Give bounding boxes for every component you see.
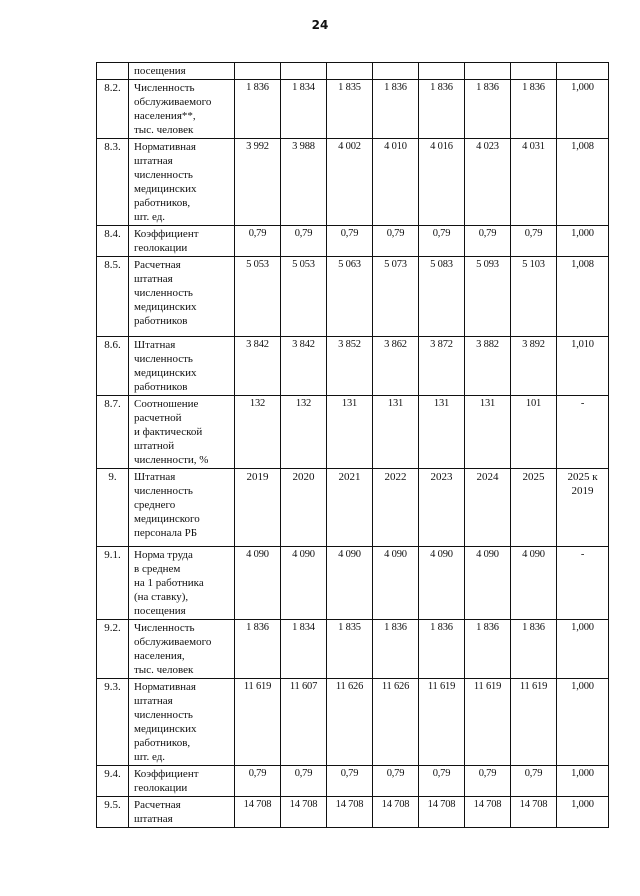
value-cell: 5 093 (465, 257, 511, 337)
value-cell: 0,79 (281, 766, 327, 797)
value-cell: 0,79 (373, 766, 419, 797)
value-cell: 0,79 (327, 766, 373, 797)
value-cell: 0,79 (465, 226, 511, 257)
value-cell (465, 63, 511, 80)
value-cell: 3 882 (465, 337, 511, 396)
table-row (97, 620, 609, 679)
page-number: 24 (311, 18, 329, 32)
value-cell (373, 63, 419, 80)
table-row (97, 797, 609, 828)
value-cell: - (557, 396, 609, 469)
table-row (97, 766, 609, 797)
value-cell: 11 626 (327, 679, 373, 766)
value-cell: 1,000 (557, 620, 609, 679)
value-cell: 14 708 (281, 797, 327, 828)
value-cell: 0,79 (235, 226, 281, 257)
value-cell: 4 090 (511, 547, 557, 620)
year-header-cell: 2020 (281, 469, 327, 547)
indicator-name-cell: Соотношение расчетной и фактической штатной численности, % (129, 396, 235, 469)
value-cell: 5 053 (281, 257, 327, 337)
value-cell: 0,79 (235, 766, 281, 797)
value-cell: 1 836 (373, 620, 419, 679)
value-cell: 14 708 (511, 797, 557, 828)
value-cell: 11 619 (419, 679, 465, 766)
value-cell: 1 835 (327, 620, 373, 679)
value-cell: 1 836 (511, 80, 557, 139)
table-row (97, 337, 609, 396)
value-cell: 1,010 (557, 337, 609, 396)
data-table (96, 62, 609, 828)
table-row (97, 257, 609, 337)
row-number-cell: 8.4. (97, 226, 129, 257)
row-number-cell: 9.2. (97, 620, 129, 679)
row-number-cell (97, 63, 129, 80)
value-cell: 1,000 (557, 766, 609, 797)
value-cell: 0,79 (465, 766, 511, 797)
value-cell: 14 708 (465, 797, 511, 828)
row-number-cell: 9.3. (97, 679, 129, 766)
table-row (97, 469, 609, 547)
value-cell: 3 862 (373, 337, 419, 396)
value-cell: 1 836 (465, 80, 511, 139)
value-cell: 0,79 (419, 766, 465, 797)
value-cell: 3 992 (235, 139, 281, 226)
table-row (97, 80, 609, 139)
value-cell: 5 073 (373, 257, 419, 337)
value-cell: 1 835 (327, 80, 373, 139)
indicator-name-cell: Штатная численность среднего медицинского персонала РБ (129, 469, 235, 547)
table-body (97, 63, 609, 828)
indicator-name-cell: Штатная численность медицинских работников (129, 337, 235, 396)
value-cell: 3 892 (511, 337, 557, 396)
year-header-cell: 2024 (465, 469, 511, 547)
indicator-name-cell: Коэффициент геолокации (129, 766, 235, 797)
year-header-cell: 2023 (419, 469, 465, 547)
row-number-cell: 8.3. (97, 139, 129, 226)
table-row (97, 226, 609, 257)
value-cell: 3 872 (419, 337, 465, 396)
value-cell: 0,79 (327, 226, 373, 257)
value-cell: 5 083 (419, 257, 465, 337)
value-cell: 14 708 (327, 797, 373, 828)
table-row (97, 139, 609, 226)
value-cell: 11 619 (511, 679, 557, 766)
value-cell: 11 619 (235, 679, 281, 766)
year-header-cell: 2025 (511, 469, 557, 547)
value-cell: 0,79 (281, 226, 327, 257)
value-cell: 5 053 (235, 257, 281, 337)
value-cell: 14 708 (373, 797, 419, 828)
value-cell: 3 842 (281, 337, 327, 396)
value-cell: 3 852 (327, 337, 373, 396)
value-cell (557, 63, 609, 80)
value-cell: 1,000 (557, 226, 609, 257)
row-number-cell: 9.1. (97, 547, 129, 620)
row-number-cell: 8.6. (97, 337, 129, 396)
value-cell: 1 836 (373, 80, 419, 139)
value-cell: 131 (419, 396, 465, 469)
value-cell: 11 626 (373, 679, 419, 766)
year-header-cell: 2025 к 2019 (557, 469, 609, 547)
value-cell: 131 (373, 396, 419, 469)
row-number-cell: 8.7. (97, 396, 129, 469)
value-cell: 5 103 (511, 257, 557, 337)
indicator-name-cell: Численность обслуживаемого населения, тыс. человек (129, 620, 235, 679)
value-cell: 4 031 (511, 139, 557, 226)
indicator-name-cell: Расчетная штатная численность медицинских работников (129, 257, 235, 337)
indicator-name-cell: посещения (129, 63, 235, 80)
value-cell: 1 836 (235, 80, 281, 139)
year-header-cell: 2022 (373, 469, 419, 547)
value-cell (327, 63, 373, 80)
row-number-cell: 9.5. (97, 797, 129, 828)
row-number-cell: 8.5. (97, 257, 129, 337)
value-cell: 131 (327, 396, 373, 469)
value-cell: 1,008 (557, 257, 609, 337)
value-cell: 11 619 (465, 679, 511, 766)
value-cell: 4 090 (327, 547, 373, 620)
table-row (97, 679, 609, 766)
year-header-cell: 2021 (327, 469, 373, 547)
value-cell: 4 090 (235, 547, 281, 620)
value-cell: 4 090 (419, 547, 465, 620)
value-cell: 4 002 (327, 139, 373, 226)
value-cell: 4 090 (373, 547, 419, 620)
value-cell: 1,008 (557, 139, 609, 226)
value-cell: 1,000 (557, 679, 609, 766)
value-cell: 11 607 (281, 679, 327, 766)
value-cell: 1 836 (465, 620, 511, 679)
value-cell (281, 63, 327, 80)
value-cell: 1 836 (419, 80, 465, 139)
value-cell: 132 (281, 396, 327, 469)
value-cell: 0,79 (511, 226, 557, 257)
value-cell: - (557, 547, 609, 620)
value-cell: 1 836 (235, 620, 281, 679)
value-cell: 4 016 (419, 139, 465, 226)
value-cell: 1,000 (557, 797, 609, 828)
value-cell: 3 988 (281, 139, 327, 226)
value-cell: 5 063 (327, 257, 373, 337)
indicator-name-cell: Норма труда в среднем на 1 работника (на ставку), посещения (129, 547, 235, 620)
indicator-name-cell: Расчетная штатная (129, 797, 235, 828)
value-cell: 101 (511, 396, 557, 469)
year-header-cell: 2019 (235, 469, 281, 547)
indicator-name-cell: Численность обслуживаемого населения**, тыс. человек (129, 80, 235, 139)
value-cell: 3 842 (235, 337, 281, 396)
value-cell: 4 090 (465, 547, 511, 620)
table-row (97, 547, 609, 620)
value-cell: 1 836 (419, 620, 465, 679)
indicator-name-cell: Нормативная штатная численность медицинских работников, шт. ед. (129, 139, 235, 226)
value-cell: 14 708 (419, 797, 465, 828)
value-cell: 14 708 (235, 797, 281, 828)
value-cell: 0,79 (511, 766, 557, 797)
value-cell: 1 834 (281, 620, 327, 679)
value-cell: 4 023 (465, 139, 511, 226)
value-cell: 0,79 (419, 226, 465, 257)
value-cell: 0,79 (373, 226, 419, 257)
value-cell: 1 836 (511, 620, 557, 679)
indicator-name-cell: Нормативная штатная численность медицинских работников, шт. ед. (129, 679, 235, 766)
row-number-cell: 9.4. (97, 766, 129, 797)
value-cell: 4 010 (373, 139, 419, 226)
value-cell: 4 090 (281, 547, 327, 620)
indicator-name-cell: Коэффициент геолокации (129, 226, 235, 257)
row-number-cell: 9. (97, 469, 129, 547)
value-cell (235, 63, 281, 80)
value-cell: 1,000 (557, 80, 609, 139)
value-cell (419, 63, 465, 80)
value-cell (511, 63, 557, 80)
table-row (97, 63, 609, 80)
table-row (97, 396, 609, 469)
value-cell: 1 834 (281, 80, 327, 139)
value-cell: 131 (465, 396, 511, 469)
row-number-cell: 8.2. (97, 80, 129, 139)
value-cell: 132 (235, 396, 281, 469)
